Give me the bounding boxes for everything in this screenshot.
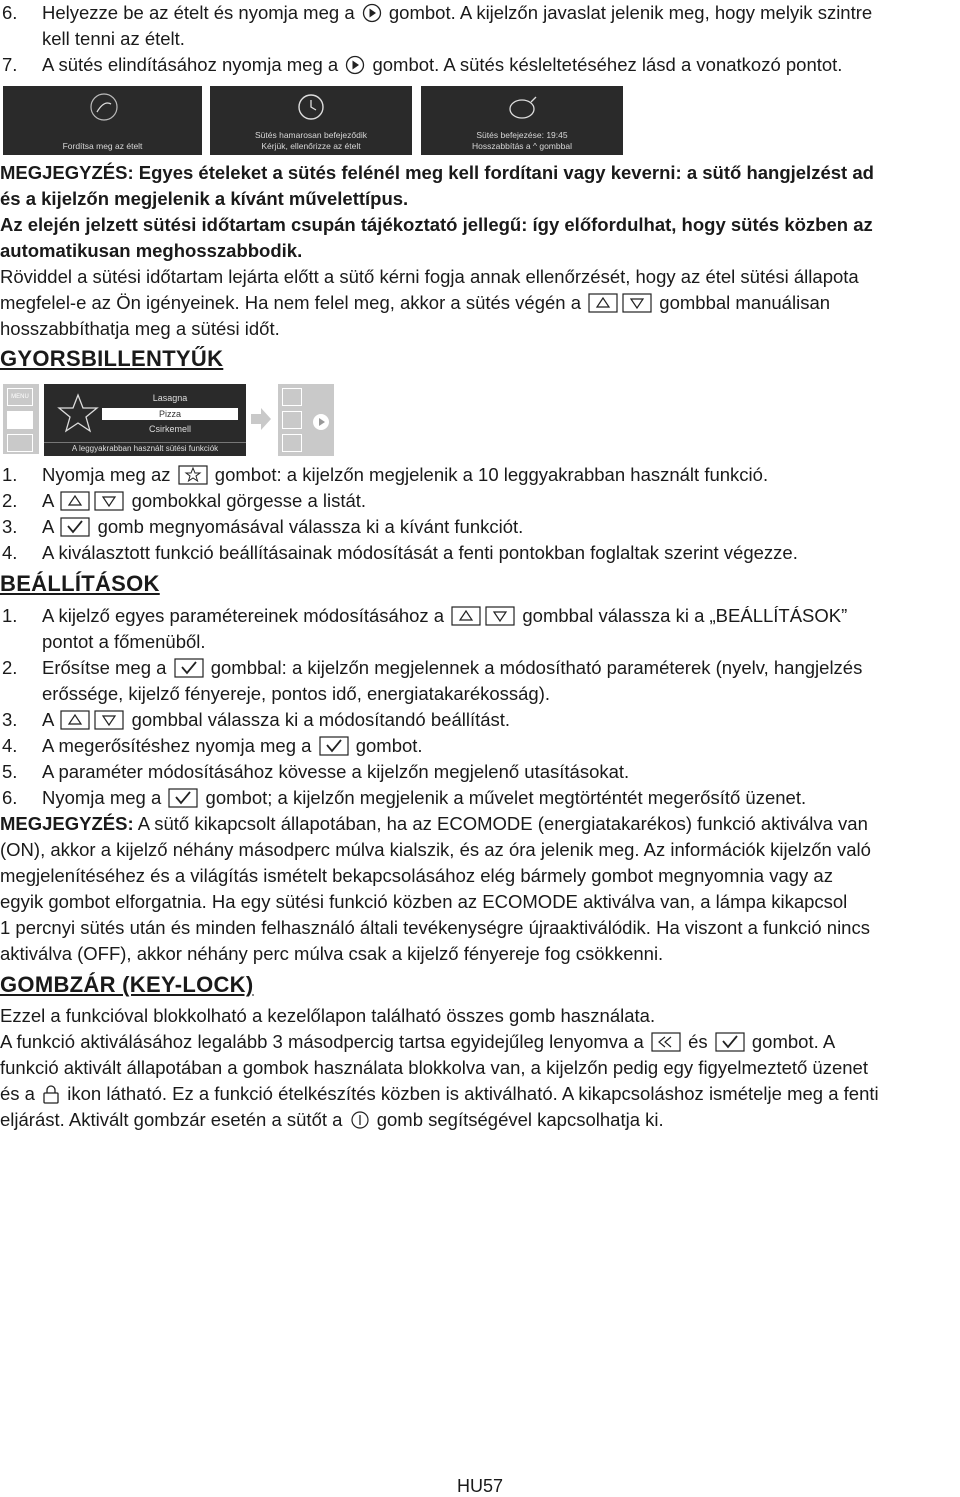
- keylock-line: funkció aktivált állapotában a gombok használata blokkolva van, a kijelzőn pedig egy figyelmeztető üzenet: [0, 1057, 868, 1078]
- play-icon: [362, 3, 382, 23]
- arrow-down-icon: [94, 491, 124, 511]
- keylock-line: Ezzel a funkcióval blokkolható a kezelőlapon található összes gomb használata.: [0, 1005, 656, 1026]
- note-bold-line: és a kijelzőn megjelenik a kívánt művelettípus.: [0, 188, 409, 209]
- ok-icon: [174, 658, 204, 678]
- item-text: Helyezze be az ételt és nyomja meg a: [42, 2, 355, 23]
- item-text: Erősítse meg a: [42, 657, 167, 678]
- display-text: Fordítsa meg az ételt: [62, 141, 143, 151]
- keylock-text-part: gomb segítségével kapcsolhatja ki.: [376, 1109, 664, 1130]
- roast-chicken-icon: [505, 92, 539, 122]
- back-button: [7, 434, 33, 452]
- keylock-text: [0, 1003, 960, 1133]
- start-icon: [312, 413, 330, 431]
- favourites-display: [44, 384, 246, 456]
- play-icon: [345, 55, 365, 75]
- display-text: Sütés befejezése: 19:45: [476, 130, 568, 140]
- section-title-keylock: GOMBZÁR (KEY-LOCK): [0, 972, 254, 997]
- lock-icon: [42, 1084, 60, 1104]
- arrow-right-icon: [249, 406, 273, 432]
- note-bold-line: Az elején jelzett sütési időtartam csupán tájékoztató jellegű: így előfordulhat, hogy sütés közben az: [0, 214, 873, 235]
- item-number: 3.: [2, 709, 18, 730]
- display-turn-food: [3, 86, 202, 155]
- item-number: 4.: [2, 542, 18, 563]
- note-line: hosszabbíthatja meg a sütési időt.: [0, 318, 280, 339]
- note-line: 1 percnyi sütés után és minden felhasználó általi tevékenységre újraaktiválódik. Ha viszont a funkció nincs: [0, 917, 870, 938]
- ok-icon: [168, 788, 198, 808]
- note-cooking: [0, 160, 960, 342]
- note-line: egyik gombot elforgatnia. Ha egy sütési funkció közben az ECOMODE aktiválva van, a lámpa kikapcsol: [0, 891, 848, 912]
- keylock-text-part: ikon látható. Ez a funkció ételkészítés közben is aktiválható. A kikapcsoláshoz ismételje meg a fenti: [67, 1083, 879, 1104]
- item-number: 3.: [2, 516, 18, 537]
- left-button-panel: [3, 384, 39, 454]
- power-icon: [350, 1110, 370, 1130]
- item-text: gombot: a kijelzőn megjelenik a 10 leggyakrabban használt funkció.: [214, 464, 769, 485]
- menu-button: MENU: [7, 388, 33, 406]
- display-text: Kérjük, ellenőrizze az ételt: [261, 141, 361, 151]
- item-text: A: [42, 490, 54, 511]
- note-label: MEGJEGYZÉS:: [0, 813, 134, 834]
- item-text: A kiválasztott funkció beállításainak módosítását a fenti pontokban foglaltak szerint végezze.: [42, 542, 798, 563]
- list-item-selected: Pizza: [102, 408, 238, 420]
- note-line: aktiválva (OFF), akkor néhány perc múlva csak a kijelző fényereje fog csökkenni.: [0, 943, 664, 964]
- note-text: megfelel-e az Ön igényeinek. Ha nem felel meg, akkor a sütés végén a: [0, 292, 582, 313]
- arrow-up-icon: [60, 491, 90, 511]
- item-number: 4.: [2, 735, 18, 756]
- item-text: pontot a főmenüből.: [42, 631, 206, 652]
- hand-turn-icon: [89, 92, 119, 122]
- item-number: 1.: [2, 605, 18, 626]
- list-item: Lasagna: [152, 393, 188, 403]
- intro-item-6: [0, 0, 960, 52]
- keylock-text-part: gombot. A: [751, 1031, 836, 1052]
- note-bold-line: automatikusan meghosszabbodik.: [0, 240, 303, 261]
- star-icon: [56, 392, 100, 436]
- item-text: gombot; a kijelzőn megjelenik a művelet megtörténtét megerősítő üzenet.: [205, 787, 807, 808]
- settings-steps: [0, 603, 960, 967]
- ok-button: [282, 434, 302, 452]
- section-title-settings: BEÁLLÍTÁSOK: [0, 571, 160, 596]
- keylock-text-part: eljárást. Aktivált gombzár esetén a sütőt a: [0, 1109, 343, 1130]
- clock-icon: [296, 92, 326, 122]
- display-finish-time: [421, 86, 623, 155]
- item-text: erőssége, kijelző fényereje, pontos idő, energiatakarékosság).: [42, 683, 551, 704]
- keylock-text-part: és a: [0, 1083, 35, 1104]
- item-text: Nyomja meg az: [42, 464, 171, 485]
- arrow-down-icon: [94, 710, 124, 730]
- star-icon: [178, 465, 208, 485]
- item-text: gombbal válassza ki a „BEÁLLÍTÁSOK”: [522, 605, 848, 626]
- item-text: gombokkal görgesse a listát.: [131, 490, 367, 511]
- display-almost-done: [210, 86, 412, 155]
- display-text: Sütés hamarosan befejeződik: [255, 130, 367, 140]
- shortcut-figure: [0, 384, 340, 458]
- item-text: gombbal válassza ki a módosítandó beállítást.: [131, 709, 511, 730]
- keylock-text-part: és: [688, 1031, 708, 1052]
- item-number: 6.: [2, 787, 18, 808]
- note-line: Röviddel a sütési időtartam lejárta előtt a sütő kérni fogja annak ellenőrzését, hogy az étel sütési állapota: [0, 266, 859, 287]
- item-text: kell tenni az ételt.: [42, 28, 185, 49]
- item-number: 7.: [2, 54, 18, 75]
- item-text: gombot.: [355, 735, 423, 756]
- item-text: A kijelző egyes paramétereinek módosításához a: [42, 605, 445, 626]
- section-title-shortcuts: GYORSBILLENTYŰK: [0, 346, 224, 371]
- back-icon: [651, 1032, 681, 1052]
- item-number: 1.: [2, 464, 18, 485]
- up-button: [282, 388, 302, 406]
- item-text: A sütés elindításához nyomja meg a: [42, 54, 339, 75]
- ok-icon: [60, 517, 90, 537]
- note-line: megjelenítéséhez és a világítás ismételt bekapcsolásához elég bármely gombot megnyomnia vagy az: [0, 865, 833, 886]
- note-text: A sütő kikapcsolt állapotában, ha az ECOMODE (energiatakarékos) funkció aktiválva van: [137, 813, 868, 834]
- item-text: A paraméter módosításához kövesse a kijelzőn megjelenő utasításokat.: [42, 761, 630, 782]
- item-number: 2.: [2, 657, 18, 678]
- display-caption: A leggyakrabban használt sütési funkciók: [44, 442, 246, 453]
- star-button: [7, 411, 33, 429]
- intro-item-7: [0, 52, 960, 78]
- item-number: 6.: [2, 2, 18, 23]
- arrow-down-icon: [622, 293, 652, 313]
- right-button-panel: [278, 384, 334, 456]
- arrow-up-icon: [60, 710, 90, 730]
- ok-icon: [319, 736, 349, 756]
- note-bold-line: MEGJEGYZÉS: Egyes ételeket a sütés felénél meg kell fordítani vagy keverni: a sütő hangjelzést ad: [0, 162, 874, 183]
- item-text: A: [42, 516, 54, 537]
- down-button: [282, 411, 302, 429]
- display-text: Hosszabbítás a ^ gombbal: [472, 141, 572, 151]
- item-text: A megerősítéshez nyomja meg a: [42, 735, 312, 756]
- item-number: 2.: [2, 490, 18, 511]
- arrow-up-icon: [588, 293, 618, 313]
- arrow-down-icon: [485, 606, 515, 626]
- item-text: A: [42, 709, 54, 730]
- item-text: gomb megnyomásával válassza ki a kívánt funkciót.: [97, 516, 524, 537]
- note-text: gombbal manuálisan: [659, 292, 831, 313]
- shortcut-steps: [0, 462, 960, 566]
- keylock-text-part: A funkció aktiválásához legalább 3 másodpercig tartsa egyidejűleg lenyomva a: [0, 1031, 644, 1052]
- list-item: Csirkemell: [148, 424, 191, 434]
- note-line: (ON), akkor a kijelző néhány másodperc múlva kialszik, és az óra jelenik meg. Az információk kijelzőn való: [0, 839, 871, 860]
- page-number: HU57: [456, 1476, 504, 1496]
- arrow-up-icon: [451, 606, 481, 626]
- item-number: 5.: [2, 761, 18, 782]
- ok-icon: [715, 1032, 745, 1052]
- item-text: gombbal: a kijelzőn megjelennek a módosítható paraméterek (nyelv, hangjelzés: [210, 657, 863, 678]
- item-text: gombot. A sütés késleltetéséhez lásd a vonatkozó pontot.: [372, 54, 843, 75]
- item-text: gombot. A kijelzőn javaslat jelenik meg, hogy melyik szintre: [388, 2, 873, 23]
- item-text: Nyomja meg a: [42, 787, 162, 808]
